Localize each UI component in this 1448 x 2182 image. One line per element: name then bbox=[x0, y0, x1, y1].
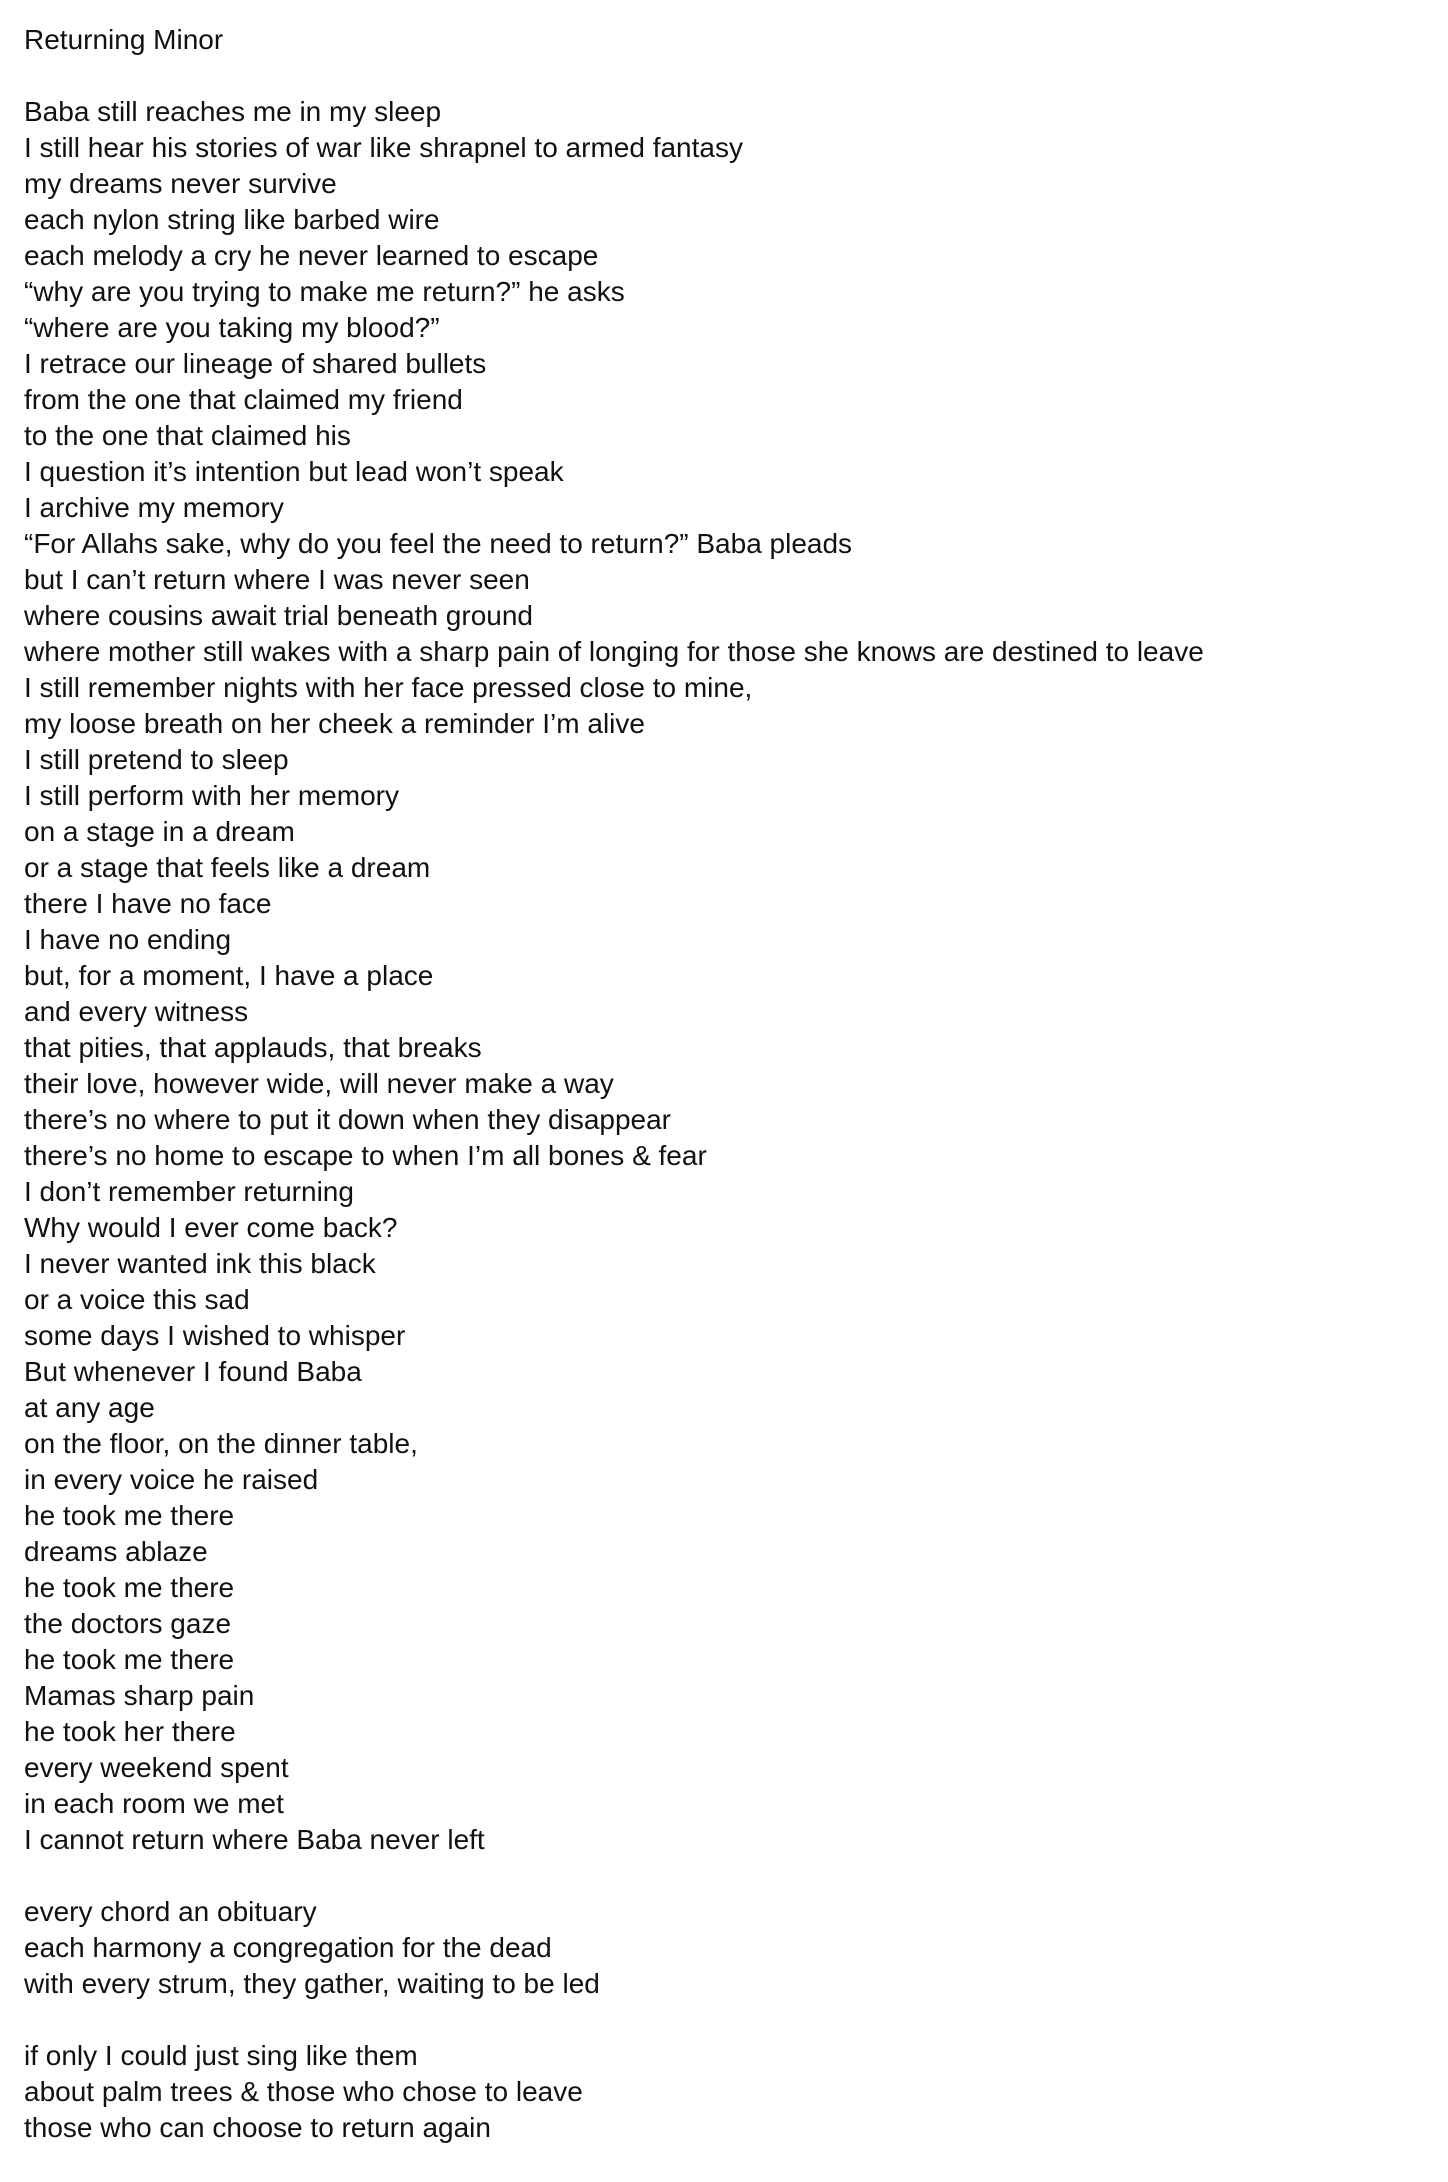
poem-line: every chord an obituary bbox=[24, 1896, 317, 1927]
poem-line: Mamas sharp pain bbox=[24, 1680, 255, 1711]
poem-line: he took me there bbox=[24, 1500, 235, 1531]
poem-line: on a stage in a dream bbox=[24, 816, 295, 847]
poem-line: Why would I ever come back? bbox=[24, 1212, 398, 1243]
poem-line: those who can choose to return again bbox=[24, 2112, 491, 2143]
poem-line: “For Allahs sake, why do you feel the need to return?” Baba pleads bbox=[24, 528, 853, 559]
poem-line: there’s no home to escape to when I’m all bones & fear bbox=[24, 1140, 707, 1171]
poem-line: to the one that claimed his bbox=[24, 420, 351, 451]
poem-line: at any age bbox=[24, 1392, 155, 1423]
poem-line: I have no ending bbox=[24, 924, 232, 955]
poem-line: every weekend spent bbox=[24, 1752, 289, 1783]
poem-line: I cannot return where Baba never left bbox=[24, 1824, 485, 1855]
poem-line: my loose breath on her cheek a reminder I’m alive bbox=[24, 708, 645, 739]
poem-line: he took me there bbox=[24, 1572, 235, 1603]
poem-line: on the floor, on the dinner table, bbox=[24, 1428, 418, 1459]
poem-line: in each room we met bbox=[24, 1788, 284, 1819]
poem-line: where mother still wakes with a sharp pain of longing for those she knows are destined to leave bbox=[24, 636, 1204, 667]
poem-line: their love, however wide, will never make a way bbox=[24, 1068, 614, 1099]
poem-line: in every voice he raised bbox=[24, 1464, 319, 1495]
poem-line: he took me there bbox=[24, 1644, 235, 1675]
poem-line: there I have no face bbox=[24, 888, 272, 919]
poem-title: Returning Minor bbox=[24, 24, 224, 55]
poem-line: he took her there bbox=[24, 1716, 236, 1747]
poem-line: I never wanted ink this black bbox=[24, 1248, 376, 1279]
poem-line: that pities, that applauds, that breaks bbox=[24, 1032, 482, 1063]
poem-line: if only I could just sing like them bbox=[24, 2040, 418, 2071]
poem-line: about palm trees & those who chose to leave bbox=[24, 2076, 583, 2107]
poem-line: each melody a cry he never learned to escape bbox=[24, 240, 599, 271]
poem-line: Baba still reaches me in my sleep bbox=[24, 96, 442, 127]
poem-body bbox=[24, 94, 1424, 2146]
poem-line: but I can’t return where I was never seen bbox=[24, 564, 530, 595]
poem-line: but, for a moment, I have a place bbox=[24, 960, 434, 991]
poem-line: “why are you trying to make me return?” he asks bbox=[24, 276, 625, 307]
poem-line: I retrace our lineage of shared bullets bbox=[24, 348, 487, 379]
poem-line: and every witness bbox=[24, 996, 249, 1027]
poem-line: from the one that claimed my friend bbox=[24, 384, 463, 415]
poem-line: my dreams never survive bbox=[24, 168, 337, 199]
poem-page bbox=[24, 22, 1424, 2146]
stanza bbox=[24, 1894, 1424, 2002]
poem-line: or a voice this sad bbox=[24, 1284, 250, 1315]
poem-line: there’s no where to put it down when they disappear bbox=[24, 1104, 672, 1135]
poem-line: or a stage that feels like a dream bbox=[24, 852, 431, 883]
poem-line: I still remember nights with her face pressed close to mine, bbox=[24, 672, 753, 703]
poem-line: the doctors gaze bbox=[24, 1608, 232, 1639]
poem-line: each nylon string like barbed wire bbox=[24, 204, 440, 235]
poem-line: I don’t remember returning bbox=[24, 1176, 354, 1207]
poem-line: I archive my memory bbox=[24, 492, 284, 523]
poem-line: I still hear his stories of war like shrapnel to armed fantasy bbox=[24, 132, 743, 163]
poem-line: I question it’s intention but lead won’t speak bbox=[24, 456, 564, 487]
poem-line: But whenever I found Baba bbox=[24, 1356, 362, 1387]
poem-line: with every strum, they gather, waiting to be led bbox=[24, 1968, 600, 1999]
poem-line: dreams ablaze bbox=[24, 1536, 208, 1567]
stanza bbox=[24, 2038, 1424, 2146]
poem-line: I still pretend to sleep bbox=[24, 744, 289, 775]
poem-line: each harmony a congregation for the dead bbox=[24, 1932, 552, 1963]
poem-line: some days I wished to whisper bbox=[24, 1320, 406, 1351]
poem-line: “where are you taking my blood?” bbox=[24, 312, 440, 343]
stanza bbox=[24, 94, 1424, 1858]
poem-line: where cousins await trial beneath ground bbox=[24, 600, 533, 631]
poem-line: I still perform with her memory bbox=[24, 780, 399, 811]
